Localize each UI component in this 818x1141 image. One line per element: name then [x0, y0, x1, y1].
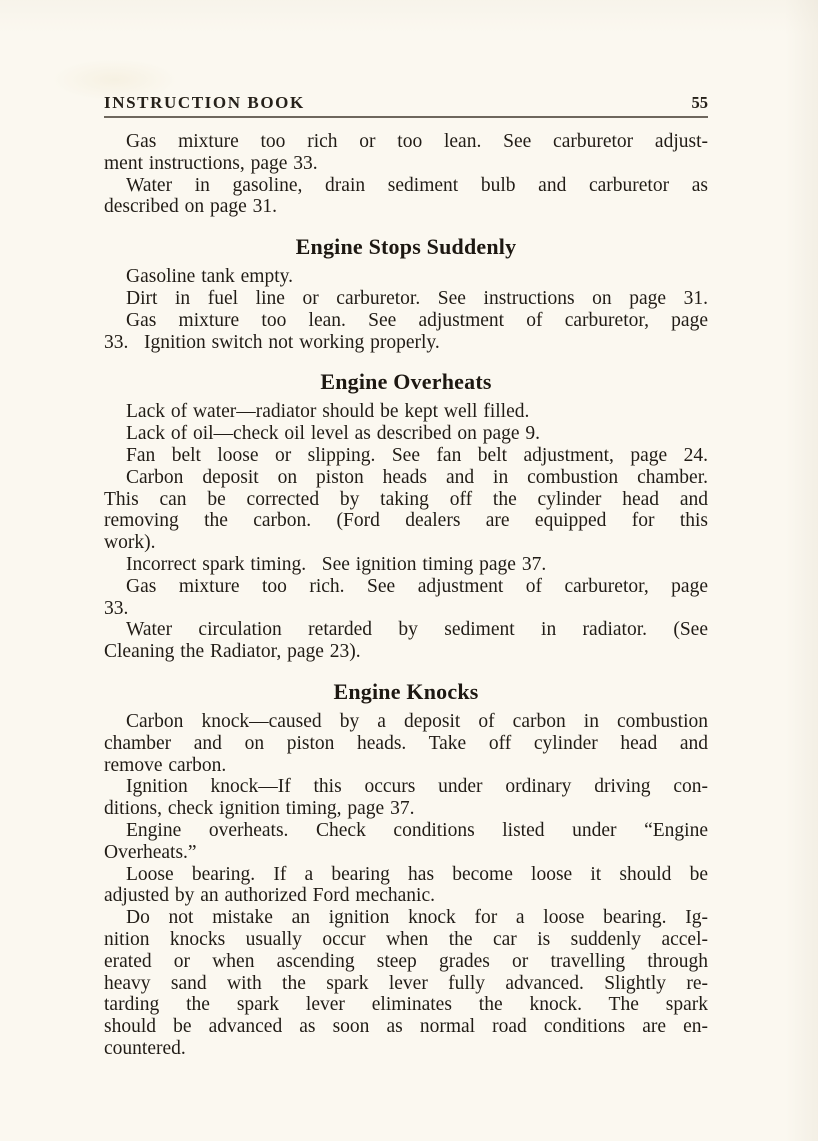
body-text: [104, 131, 708, 1060]
text-line: Overheats.”: [104, 841, 197, 863]
paragraph: [104, 467, 708, 554]
paragraph: [104, 776, 708, 820]
text-line: Incorrect spark timing. See ignition timing page 37.: [126, 553, 547, 575]
text-line: Loose bearing. If a bearing has become loose it should be: [126, 863, 708, 885]
text-line: nition knocks usually occur when the car is suddenly accel-: [104, 928, 708, 950]
section-heading: Engine Overheats: [320, 369, 492, 395]
paragraph: [104, 554, 708, 576]
text-line: ment instructions, page 33.: [104, 152, 318, 174]
text-line: removing the carbon. (Ford dealers are equipped for this: [104, 510, 708, 532]
paragraph: [104, 423, 708, 445]
text-line: This can be corrected by taking off the cylinder head and: [104, 488, 708, 510]
text-line: Carbon knock—caused by a deposit of carbon in combustion: [126, 710, 708, 732]
text-line: Fan belt loose or slipping. See fan belt adjustment, page 24.: [126, 444, 708, 466]
text-line: countered.: [104, 1037, 186, 1059]
text-line: Gas mixture too lean. See adjustment of carburetor, page: [126, 309, 708, 331]
paragraph: [104, 131, 708, 175]
paragraph: [104, 175, 708, 219]
text-line: 33. Ignition switch not working properly.: [104, 331, 440, 353]
text-line: Gas mixture too rich. See adjustment of carburetor, page: [126, 575, 708, 597]
text-line: 33.: [104, 597, 129, 619]
text-line: adjusted by an authorized Ford mechanic.: [104, 885, 435, 907]
paragraph: [104, 266, 708, 288]
text-line: Water in gasoline, drain sediment bulb and carburetor as: [126, 174, 708, 196]
text-line: tarding the spark lever eliminates the knock. The spark: [104, 994, 708, 1016]
text-line: Do not mistake an ignition knock for a loose bearing. Ig-: [126, 907, 708, 929]
text-line: described on page 31.: [104, 196, 278, 218]
text-line: Ignition knock—If this occurs under ordinary driving con-: [126, 776, 708, 798]
paragraph: [104, 445, 708, 467]
text-line: Lack of water—radiator should be kept well filled.: [126, 401, 530, 423]
running-header: [104, 94, 708, 112]
text-line: Water circulation retarded by sediment in radiator. (See: [126, 619, 708, 641]
text-line: should be advanced as soon as normal road conditions are en-: [104, 1016, 708, 1038]
text-line: remove carbon.: [104, 754, 227, 776]
text-line: Lack of oil—check oil level as described on page 9.: [126, 423, 541, 445]
paragraph: [104, 401, 708, 423]
text-line: Dirt in fuel line or carburetor. See instructions on page 31.: [126, 287, 708, 309]
text-line: Carbon deposit on piston heads and in combustion chamber.: [126, 466, 708, 488]
text-line: Gasoline tank empty.: [126, 266, 293, 288]
paragraph: [104, 619, 708, 663]
paragraph: [104, 864, 708, 908]
text-line: Cleaning the Radiator, page 23).: [104, 641, 361, 663]
page-content: [104, 94, 708, 1060]
text-line: heavy sand with the spark lever fully advanced. Slightly re-: [104, 972, 708, 994]
text-line: chamber and on piston heads. Take off cylinder head and: [104, 732, 708, 754]
paragraph: [104, 711, 708, 776]
text-line: ditions, check ignition timing, page 37.: [104, 798, 415, 820]
section-heading: Engine Stops Suddenly: [295, 234, 517, 260]
text-line: erated or when ascending steep grades or travelling through: [104, 950, 708, 972]
paragraph: [104, 820, 708, 864]
section-heading: Engine Knocks: [333, 678, 479, 704]
header-rule: [104, 116, 708, 118]
text-line: Engine overheats. Check conditions listed under “Engine: [126, 819, 708, 841]
paragraph: [104, 288, 708, 310]
paragraph: [104, 907, 708, 1060]
page-number: 55: [691, 93, 708, 112]
paragraph: [104, 310, 708, 354]
running-header-title: INSTRUCTION BOOK: [104, 93, 305, 112]
text-line: work).: [104, 532, 156, 554]
text-line: Gas mixture too rich or too lean. See carburetor adjust-: [126, 131, 708, 152]
paragraph: [104, 576, 708, 620]
